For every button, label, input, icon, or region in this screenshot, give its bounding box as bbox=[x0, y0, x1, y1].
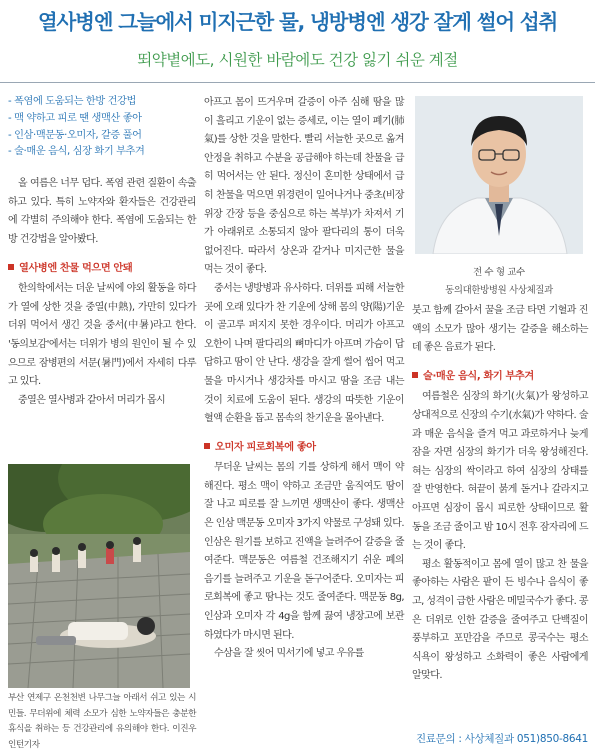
square-bullet-icon bbox=[204, 443, 210, 449]
body-paragraph: 평소 활동적이고 몸에 열이 많고 찬 물을 좋아하는 사람은 팥이 든 빙수나 음식이 좋고, 성격이 급한 사람은 메밀국수가 좋다. 콩은 더위로 인한 갈증을 줄여주고 단백질이 풍부하고 포만감을 주므로 콩국수는 평소 식욕이 왕성하고 소화력이 좋은 사람에게 알맞다. bbox=[412, 558, 588, 682]
body-paragraph: 여름철은 심장의 화기(火氣)가 왕성하고 상대적으로 신장의 수기(水氣)가 약하다. 술과 매운 음식을 즐겨 먹고 과로하거나 늦게 잠을 자면 심장의 화기가 더욱 왕성해진다. 혀는 심장의 싹이라고 하여 심장의 상태를 잘 반영한다. 혀끝이 붉게 돋거나 갈라지고 아프면 심장이 몹시 피로한 상태이므로 활동을 조금 줄이고 밤 10시 전후 잠자리에 드는 것이 좋다. bbox=[412, 391, 588, 552]
square-bullet-icon bbox=[8, 264, 14, 270]
square-bullet-icon bbox=[412, 372, 418, 378]
summary-item: - 인삼·맥문동·오미자, 갈증 풀어 bbox=[8, 129, 142, 141]
section-heading-heatstroke: 열사병엔 찬물 먹으면 안돼 bbox=[8, 260, 196, 279]
section-heading-alcohol: 술·매운 음식, 화기 부추겨 bbox=[412, 368, 588, 387]
summary-list bbox=[8, 94, 196, 161]
body-paragraph: 붓고 함께 갈아서 꿀을 조금 타면 기혈과 진액의 소모가 많아 생기는 갈증을 해소하는 데 좋은 음료가 된다. bbox=[412, 305, 588, 354]
contact-info: 진료문의 : 사상체질과 051)850-8641 bbox=[415, 733, 588, 745]
intro-paragraph: 올 여름은 너무 덥다. 폭염 관련 질환이 속출하고 있다. 특히 노약자와 환자들은 건강관리에 각별히 주의해야 한다. 폭염에 도움되는 한방 건강법을 알아봤다. bbox=[8, 178, 196, 245]
doctor-caption bbox=[415, 264, 583, 300]
park-scene-illustration bbox=[8, 464, 190, 688]
body-paragraph: 중서는 냉방병과 유사하다. 더위를 피해 서늘한 곳에 오래 있다가 찬 기운에 상해 몸의 양(陽)기운이 골고루 퍼지지 못한 경우이다. 머리가 아프고 오한이 나며 팔다리의 뼈마디가 아프며 가슴이 답답하고 땀이 안 난다. 생강을 잘게 썰어 씹어 먹고 물을 마시거나 생강차를 마시고 땀을 조금 내는 것이 치료에 도움이 된다. 생강의 따뜻한 기운이 혈액 순환을 돕고 몸속의 찬기운을 몰아낸다. bbox=[204, 282, 404, 425]
subheadline: 뙤약볕에도, 시원한 바람에도 건강 잃기 쉬운 계절 bbox=[137, 51, 458, 69]
doctor-affiliation: 동의대한방병원 사상체질과 bbox=[445, 285, 553, 296]
body-paragraph: 중열은 열사병과 같아서 머리가 몹시 bbox=[18, 394, 166, 406]
headline: 열사병엔 그늘에서 미지근한 물, 냉방병엔 생강 잘게 썰어 섭취 bbox=[37, 10, 558, 34]
column-2 bbox=[204, 94, 404, 664]
summary-item: - 맥 약하고 피로 땐 생맥산 좋아 bbox=[8, 112, 142, 124]
park-photo bbox=[8, 464, 190, 688]
summary-item: - 폭염에 도움되는 한방 건강법 bbox=[8, 96, 136, 107]
doctor-name: 전 수 형 교수 bbox=[473, 267, 525, 278]
doctor-portrait-illustration bbox=[415, 96, 583, 254]
doctor-portrait bbox=[415, 96, 583, 254]
body-paragraph: 무더운 날씨는 몸의 기를 상하게 해서 맥이 약해진다. 평소 맥이 약하고 조금만 움직여도 땀이 잘 나고 피로를 잘 느끼면 생맥산이 좋다. 생맥산은 인삼 맥문동 오미자 3가지 약물로 구성돼 있다. 인삼은 원기를 보하고 진액을 늘려주어 갈증을 줄여준다. 맥문동은 여름철 건조해지기 쉬운 폐의 음기를 늘려주고 기운을 돋구어준다. 오미자는 피로회복에 좋고 땀나는 것도 줄여준다. 맥문동 8g, 인삼과 오미자 각 4g을 함께 끓여 냉장고에 보관하였다가 마시면 된다. bbox=[204, 462, 404, 641]
body-paragraph: 아프고 몸이 뜨거우며 갈증이 아주 심해 땀을 많이 흘리고 기운이 없는 증세로, 이는 열이 폐기(肺氣)를 상한 것을 말한다. 빨리 서늘한 곳으로 옮겨 안정을 취하고 수분을 공급해야 하는데 찬물을 급히 먹어서는 안 된다. 정신이 혼미한 상태에서 급히 찬물을 먹으면 위경련이 일어나거나 중초(비장 위장 간장 등을 중심으로 하는 복부)가 차져서 기가 아래위로 소통되지 않아 팔다리의 통이 더욱 없어진다. 따라서 상온과 같거나 미지근한 물을 먹는 것이 좋다. bbox=[204, 97, 404, 276]
body-paragraph: 수삼을 잘 씻어 믹서기에 넣고 우유를 bbox=[214, 648, 364, 660]
section-heading-omija: 오미자 피로회복에 좋아 bbox=[204, 439, 404, 458]
body-paragraph: 한의학에서는 더운 날씨에 야외 활동을 하다가 열에 상한 것을 중열(中熱), 가만히 있다가 더위 먹어서 생긴 것을 중서(中暑)라고 한다. '동의보감'에서는 더위가 병의 원인이 될 수 있으므로 잠병편의 서문(暑門)에서 자세히 다루고 있다. bbox=[8, 283, 196, 388]
summary-item: - 술·매운 음식, 심장 화기 부추겨 bbox=[8, 146, 145, 158]
column-1 bbox=[8, 94, 196, 410]
photo-caption: 부산 연제구 온천천변 나무그늘 아래서 쉬고 있는 시민들. 무더위에 체력 소모가 심한 노약자들은 충분한 휴식을 취하는 등 건강관리에 유의해야 한다. 이진우 인턴기자 bbox=[8, 693, 196, 750]
column-3 bbox=[412, 302, 588, 686]
top-divider bbox=[0, 82, 595, 83]
